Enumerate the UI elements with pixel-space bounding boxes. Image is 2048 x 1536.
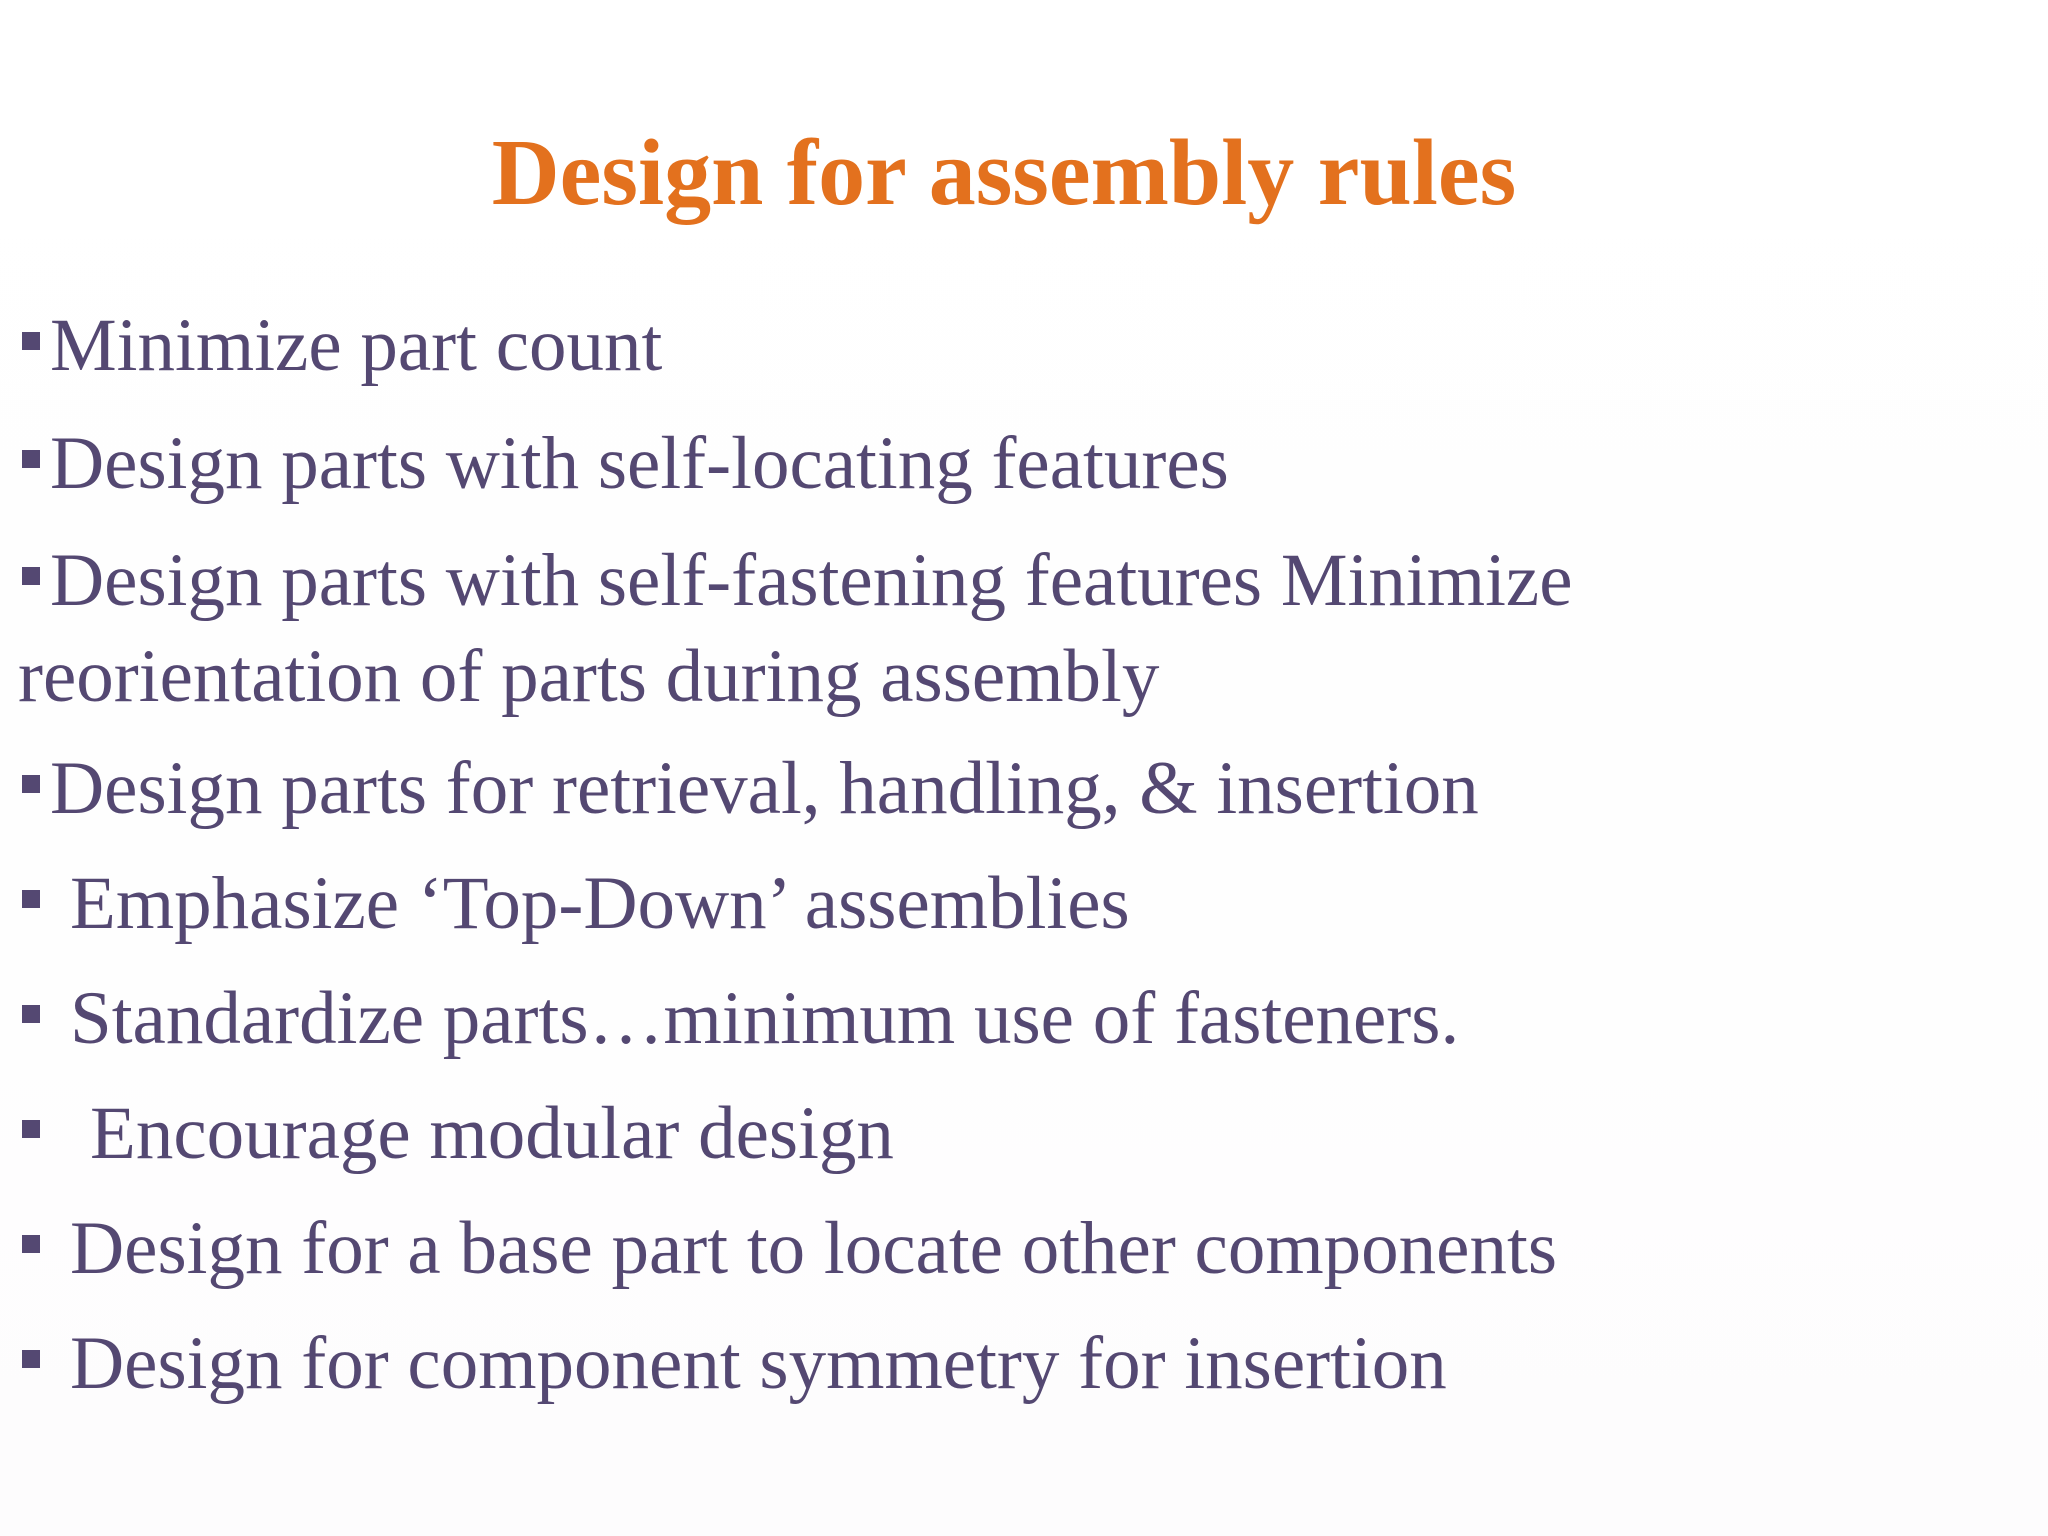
rule-text: Design parts for retrieval, handling, & insertion [50, 747, 1479, 830]
slide-title [0, 118, 2048, 228]
square-bullet-icon [22, 450, 40, 468]
rule-item-2 [22, 416, 1229, 512]
rule-item-1 [22, 298, 662, 394]
rule-item-7 [22, 1086, 894, 1182]
rule-text: Encourage modular design [90, 1092, 894, 1175]
rule-text: Design parts with self-fastening features Minimize [50, 539, 1573, 622]
rule-text: Design parts with self-locating features [50, 422, 1229, 505]
square-bullet-icon [22, 1120, 40, 1138]
rule-text: Emphasize ‘Top-Down’ assemblies [70, 862, 1130, 945]
rule-text: Minimize part count [50, 304, 663, 387]
rule-item-8 [22, 1201, 1557, 1297]
square-bullet-icon [22, 1235, 40, 1253]
rule-text: Standardize parts…minimum use of fasteners. [70, 977, 1460, 1060]
rule-item-4 [22, 741, 1479, 837]
square-bullet-icon [22, 1350, 40, 1368]
rule-text-continuation: reorientation of parts during assembly [18, 635, 1160, 718]
square-bullet-icon [22, 332, 40, 350]
slide-title-text: Design for assembly rules [491, 121, 1517, 225]
rule-item-6 [22, 971, 1459, 1067]
rule-item-5 [22, 856, 1130, 952]
rule-text: Design for a base part to locate other components [70, 1207, 1557, 1290]
square-bullet-icon [22, 775, 40, 793]
rule-text: Design for component symmetry for insertion [70, 1322, 1447, 1405]
rule-item-9 [22, 1316, 1447, 1412]
square-bullet-icon [22, 567, 40, 585]
rule-item-3 [18, 533, 1573, 725]
square-bullet-icon [22, 890, 40, 908]
square-bullet-icon [22, 1005, 40, 1023]
